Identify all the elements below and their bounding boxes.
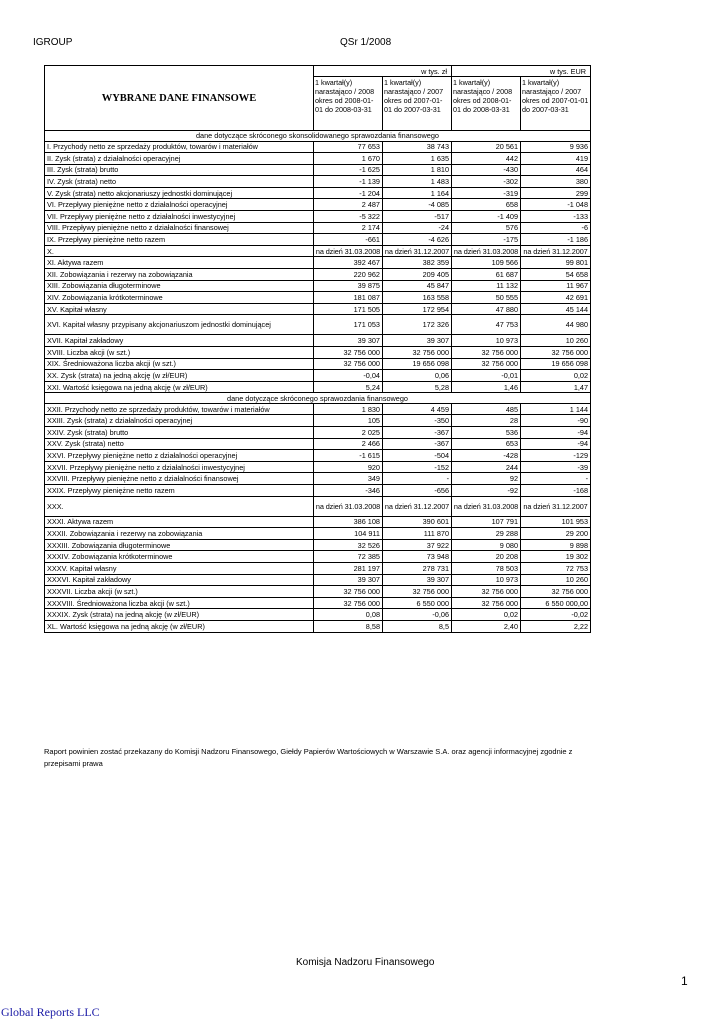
section-header-row xyxy=(45,131,591,142)
value-cell: 101 953 xyxy=(521,516,591,528)
table-row xyxy=(45,303,591,315)
footer-authority: Komisja Nadzoru Finansowego xyxy=(296,957,435,968)
table-row xyxy=(45,187,591,199)
row-label: XXXVIII. Średnioważona liczba akcji (w szt.) xyxy=(45,597,314,609)
value-cell: 32 756 000 xyxy=(452,358,521,370)
value-cell: -4 626 xyxy=(383,234,452,246)
brand-footer: Global Reports LLC xyxy=(1,1005,100,1019)
value-cell: 0,06 xyxy=(383,370,452,382)
row-label: XXVI. Przepływy pieniężne netto z działalności operacyjnej xyxy=(45,450,314,462)
consolidated-section-title: dane dotyczące skróconego skonsolidowanego sprawozdania finansowego xyxy=(45,131,591,142)
value-cell: -5 322 xyxy=(314,211,383,223)
value-cell: -350 xyxy=(383,415,452,427)
value-cell: 32 756 000 xyxy=(521,586,591,598)
row-label: XVII. Kapitał zakładowy xyxy=(45,335,314,347)
value-cell: 1 483 xyxy=(383,176,452,188)
value-cell: 107 791 xyxy=(452,516,521,528)
value-cell: 1 670 xyxy=(314,153,383,165)
value-cell: 32 756 000 xyxy=(521,347,591,359)
row-label: XXXVI. Kapitał zakładowy xyxy=(45,574,314,586)
standalone-section-title: dane dotyczące skróconego sprawozdania finansowego xyxy=(45,393,591,404)
unit-pln: w tys. zł xyxy=(314,66,452,77)
value-cell: -39 xyxy=(521,461,591,473)
row-label: VII. Przepływy pieniężne netto z działalności inwestycyjnej xyxy=(45,211,314,223)
row-label: II. Zysk (strata) z działalności operacyjnej xyxy=(45,153,314,165)
date-cell: na dzień 31.12.2007 xyxy=(383,245,452,257)
col-header-pln-2008: 1 kwartał(y) narastająco / 2008 okres od 2008-01-01 do 2008-03-31 xyxy=(314,77,383,131)
row-label: XXXVII. Liczba akcji (w szt.) xyxy=(45,586,314,598)
table-row xyxy=(45,403,591,415)
table-row xyxy=(45,257,591,269)
col-header-eur-2008: 1 kwartał(y) narastająco / 2008 okres od 2008-01-01 do 2008-03-31 xyxy=(452,77,521,131)
table-row xyxy=(45,461,591,473)
value-cell: -168 xyxy=(521,485,591,497)
value-cell: 419 xyxy=(521,153,591,165)
value-cell: 92 xyxy=(452,473,521,485)
value-cell: -661 xyxy=(314,234,383,246)
value-cell: 104 911 xyxy=(314,528,383,540)
value-cell: 10 260 xyxy=(521,335,591,347)
date-cell: na dzień 31.12.2007 xyxy=(521,245,591,257)
date-cell: na dzień 31.03.2008 xyxy=(452,496,521,516)
table-row xyxy=(45,381,591,393)
value-cell: 32 526 xyxy=(314,539,383,551)
value-cell: 99 801 xyxy=(521,257,591,269)
table-row xyxy=(45,153,591,165)
row-label: XVI. Kapitał własny przypisany akcjonariuszom jednostki dominującej xyxy=(45,315,314,335)
value-cell: 349 xyxy=(314,473,383,485)
submission-note: Raport powinien zostać przekazany do Komisji Nadzoru Finansowego, Giełdy Papierów Wartościowych w Warszawie S.A. oraz agencji informacyjnej zgodnie z przepisami prawa xyxy=(44,747,573,768)
value-cell: 382 359 xyxy=(383,257,452,269)
value-cell: 32 756 000 xyxy=(452,347,521,359)
value-cell: 29 288 xyxy=(452,528,521,540)
table-row xyxy=(45,620,591,632)
value-cell: 171 505 xyxy=(314,303,383,315)
row-label: VI. Przepływy pieniężne netto z działalności operacyjnej xyxy=(45,199,314,211)
value-cell: 6 550 000,00 xyxy=(521,597,591,609)
value-cell: 278 731 xyxy=(383,563,452,575)
value-cell: -367 xyxy=(383,427,452,439)
value-cell: 11 132 xyxy=(452,280,521,292)
value-cell: 2,40 xyxy=(452,620,521,632)
value-cell: -319 xyxy=(452,187,521,199)
row-label: XXI. Wartość księgowa na jedną akcję (w zł/EUR) xyxy=(45,381,314,393)
value-cell: -0,02 xyxy=(521,609,591,621)
row-label: XXIV. Zysk (strata) brutto xyxy=(45,427,314,439)
value-cell: 209 405 xyxy=(383,269,452,281)
table-row xyxy=(45,427,591,439)
value-cell: 29 200 xyxy=(521,528,591,540)
value-cell: 8,5 xyxy=(383,620,452,632)
value-cell: 920 xyxy=(314,461,383,473)
value-cell: 32 756 000 xyxy=(314,597,383,609)
value-cell: -656 xyxy=(383,485,452,497)
value-cell: 1 810 xyxy=(383,164,452,176)
table-row xyxy=(45,347,591,359)
value-cell: 2 025 xyxy=(314,427,383,439)
value-cell: -1 204 xyxy=(314,187,383,199)
row-label: IX. Przepływy pieniężne netto razem xyxy=(45,234,314,246)
value-cell: -367 xyxy=(383,438,452,450)
table-row xyxy=(45,563,591,575)
value-cell: 39 875 xyxy=(314,280,383,292)
value-cell: - xyxy=(383,473,452,485)
table-row xyxy=(45,164,591,176)
financial-data-table xyxy=(44,65,591,633)
value-cell: 111 870 xyxy=(383,528,452,540)
value-cell: 1 164 xyxy=(383,187,452,199)
value-cell: 32 756 000 xyxy=(314,586,383,598)
value-cell: 0,02 xyxy=(452,609,521,621)
value-cell: 32 756 000 xyxy=(383,347,452,359)
date-cell: na dzień 31.12.2007 xyxy=(383,496,452,516)
table-row xyxy=(45,176,591,188)
row-label: XXIX. Przepływy pieniężne netto razem xyxy=(45,485,314,497)
value-cell: 37 922 xyxy=(383,539,452,551)
row-label: XXV. Zysk (strata) netto xyxy=(45,438,314,450)
row-label: I. Przychody netto ze sprzedaży produktów, towarów i materiałów xyxy=(45,141,314,153)
row-label: XXXIII. Zobowiązania długoterminowe xyxy=(45,539,314,551)
value-cell: 73 948 xyxy=(383,551,452,563)
row-label: XVIII. Liczba akcji (w szt.) xyxy=(45,347,314,359)
value-cell: 2 487 xyxy=(314,199,383,211)
value-cell: 39 307 xyxy=(383,574,452,586)
col-header-pln-2007: 1 kwartał(y) narastająco / 2007 okres od 2007-01-01 do 2007-03-31 xyxy=(383,77,452,131)
row-label: XIII. Zobowiązania długoterminowe xyxy=(45,280,314,292)
table-row xyxy=(45,234,591,246)
row-label: XII. Zobowiązania i rezerwy na zobowiązania xyxy=(45,269,314,281)
value-cell: -1 625 xyxy=(314,164,383,176)
row-label: III. Zysk (strata) brutto xyxy=(45,164,314,176)
row-label: XXXV. Kapitał własny xyxy=(45,563,314,575)
value-cell: -346 xyxy=(314,485,383,497)
table-row xyxy=(45,473,591,485)
value-cell: 536 xyxy=(452,427,521,439)
value-cell: 32 756 000 xyxy=(452,597,521,609)
value-cell: 44 980 xyxy=(521,315,591,335)
table-row xyxy=(45,485,591,497)
value-cell: 19 302 xyxy=(521,551,591,563)
value-cell: 20 561 xyxy=(452,141,521,153)
value-cell: 72 753 xyxy=(521,563,591,575)
table-row xyxy=(45,315,591,335)
value-cell: -175 xyxy=(452,234,521,246)
value-cell: 9 936 xyxy=(521,141,591,153)
value-cell: 72 385 xyxy=(314,551,383,563)
value-cell: 0,08 xyxy=(314,609,383,621)
value-cell: - xyxy=(521,473,591,485)
value-cell: 6 550 000 xyxy=(383,597,452,609)
value-cell: 1 830 xyxy=(314,403,383,415)
value-cell: 0,02 xyxy=(521,370,591,382)
value-cell: 77 653 xyxy=(314,141,383,153)
value-cell: 45 144 xyxy=(521,303,591,315)
value-cell: -92 xyxy=(452,485,521,497)
value-cell: 658 xyxy=(452,199,521,211)
row-label: XXVII. Przepływy pieniężne netto z działalności inwestycyjnej xyxy=(45,461,314,473)
row-label: XXII. Przychody netto ze sprzedaży produktów, towarów i materiałów xyxy=(45,403,314,415)
value-cell: 5,24 xyxy=(314,381,383,393)
value-cell: 10 260 xyxy=(521,574,591,586)
date-cell: na dzień 31.12.2007 xyxy=(521,496,591,516)
row-label: XXXI. Aktywa razem xyxy=(45,516,314,528)
value-cell: 47 880 xyxy=(452,303,521,315)
value-cell: -94 xyxy=(521,438,591,450)
unit-eur: w tys. EUR xyxy=(452,66,591,77)
value-cell: -6 xyxy=(521,222,591,234)
table-row xyxy=(45,292,591,304)
value-cell: -430 xyxy=(452,164,521,176)
value-cell: 105 xyxy=(314,415,383,427)
value-cell: 172 326 xyxy=(383,315,452,335)
table-row xyxy=(45,280,591,292)
value-cell: 390 601 xyxy=(383,516,452,528)
value-cell: -1 409 xyxy=(452,211,521,223)
table-row xyxy=(45,199,591,211)
value-cell: 2 174 xyxy=(314,222,383,234)
value-cell: 61 687 xyxy=(452,269,521,281)
value-cell: 42 691 xyxy=(521,292,591,304)
value-cell: 485 xyxy=(452,403,521,415)
value-cell: 442 xyxy=(452,153,521,165)
value-cell: 78 503 xyxy=(452,563,521,575)
value-cell: 1 144 xyxy=(521,403,591,415)
row-label: V. Zysk (strata) netto akcjonariuszy jednostki dominującej xyxy=(45,187,314,199)
date-cell: na dzień 31.03.2008 xyxy=(452,245,521,257)
value-cell: -129 xyxy=(521,450,591,462)
value-cell: 392 467 xyxy=(314,257,383,269)
table-row xyxy=(45,335,591,347)
value-cell: 54 658 xyxy=(521,269,591,281)
table-row xyxy=(45,574,591,586)
value-cell: 1,46 xyxy=(452,381,521,393)
value-cell: 28 xyxy=(452,415,521,427)
value-cell: 2 466 xyxy=(314,438,383,450)
row-label: XV. Kapitał własny xyxy=(45,303,314,315)
table-row xyxy=(45,370,591,382)
value-cell: 32 756 000 xyxy=(383,586,452,598)
table-row xyxy=(45,211,591,223)
value-cell: 20 208 xyxy=(452,551,521,563)
value-cell: 281 197 xyxy=(314,563,383,575)
table-row xyxy=(45,528,591,540)
value-cell: -1 048 xyxy=(521,199,591,211)
value-cell: -1 186 xyxy=(521,234,591,246)
value-cell: -0,06 xyxy=(383,609,452,621)
value-cell: 39 307 xyxy=(314,335,383,347)
value-cell: 244 xyxy=(452,461,521,473)
value-cell: 2,22 xyxy=(521,620,591,632)
table-row xyxy=(45,358,591,370)
value-cell: 181 087 xyxy=(314,292,383,304)
report-code: QSr 1/2008 xyxy=(340,37,392,48)
value-cell: -4 085 xyxy=(383,199,452,211)
value-cell: 299 xyxy=(521,187,591,199)
value-cell: -517 xyxy=(383,211,452,223)
value-cell: 50 555 xyxy=(452,292,521,304)
table-row xyxy=(45,269,591,281)
value-cell: 11 967 xyxy=(521,280,591,292)
table-row xyxy=(45,539,591,551)
value-cell: 9 898 xyxy=(521,539,591,551)
value-cell: 220 962 xyxy=(314,269,383,281)
value-cell: 386 108 xyxy=(314,516,383,528)
value-cell: 5,28 xyxy=(383,381,452,393)
table-row xyxy=(45,551,591,563)
value-cell: -504 xyxy=(383,450,452,462)
date-cell: na dzień 31.03.2008 xyxy=(314,496,383,516)
row-label: XX. Zysk (strata) na jedną akcję (w zł/EUR) xyxy=(45,370,314,382)
value-cell: 39 307 xyxy=(314,574,383,586)
table-title: WYBRANE DANE FINANSOWE xyxy=(45,66,314,131)
row-label: XXIII. Zysk (strata) z działalności operacyjnej xyxy=(45,415,314,427)
value-cell: 109 566 xyxy=(452,257,521,269)
value-cell: 8,58 xyxy=(314,620,383,632)
row-label: XXX. xyxy=(45,496,314,516)
value-cell: 9 080 xyxy=(452,539,521,551)
value-cell: -24 xyxy=(383,222,452,234)
row-label: XXXIX. Zysk (strata) na jedną akcję (w zł/EUR) xyxy=(45,609,314,621)
value-cell: 1,47 xyxy=(521,381,591,393)
row-label: XI. Aktywa razem xyxy=(45,257,314,269)
value-cell: 32 756 000 xyxy=(314,347,383,359)
value-cell: 32 756 000 xyxy=(452,586,521,598)
value-cell: -90 xyxy=(521,415,591,427)
value-cell: -302 xyxy=(452,176,521,188)
value-cell: 171 053 xyxy=(314,315,383,335)
table-row xyxy=(45,245,591,257)
value-cell: 163 558 xyxy=(383,292,452,304)
value-cell: 19 656 098 xyxy=(521,358,591,370)
value-cell: 38 743 xyxy=(383,141,452,153)
row-label: IV. Zysk (strata) netto xyxy=(45,176,314,188)
table-row xyxy=(45,516,591,528)
value-cell: 1 635 xyxy=(383,153,452,165)
value-cell: 39 307 xyxy=(383,335,452,347)
value-cell: -152 xyxy=(383,461,452,473)
value-cell: -0,04 xyxy=(314,370,383,382)
value-cell: -94 xyxy=(521,427,591,439)
table-row xyxy=(45,586,591,598)
row-label: X. xyxy=(45,245,314,257)
table-row xyxy=(45,438,591,450)
value-cell: 45 847 xyxy=(383,280,452,292)
company-name: IGROUP xyxy=(33,37,73,48)
value-cell: 32 756 000 xyxy=(314,358,383,370)
table-row xyxy=(45,496,591,516)
row-label: VIII. Przepływy pieniężne netto z działalności finansowej xyxy=(45,222,314,234)
table-row xyxy=(45,141,591,153)
value-cell: 10 973 xyxy=(452,335,521,347)
value-cell: -1 615 xyxy=(314,450,383,462)
table-row xyxy=(45,609,591,621)
table-row xyxy=(45,415,591,427)
col-header-eur-2007: 1 kwartał(y) narastająco / 2007 okres od 2007-01-01 do 2007-03-31 xyxy=(521,77,591,131)
row-label: XXXIV. Zobowiązania krótkoterminowe xyxy=(45,551,314,563)
value-cell: -428 xyxy=(452,450,521,462)
value-cell: -133 xyxy=(521,211,591,223)
table-row xyxy=(45,597,591,609)
value-cell: 464 xyxy=(521,164,591,176)
table-row xyxy=(45,222,591,234)
unit-row xyxy=(45,66,591,77)
value-cell: 10 973 xyxy=(452,574,521,586)
row-label: XL. Wartość księgowa na jedną akcję (w zł/EUR) xyxy=(45,620,314,632)
value-cell: -0,01 xyxy=(452,370,521,382)
row-label: XXVIII. Przepływy pieniężne netto z działalności finansowej xyxy=(45,473,314,485)
table-row xyxy=(45,450,591,462)
value-cell: 172 954 xyxy=(383,303,452,315)
value-cell: -1 139 xyxy=(314,176,383,188)
value-cell: 380 xyxy=(521,176,591,188)
value-cell: 19 656 098 xyxy=(383,358,452,370)
date-cell: na dzień 31.03.2008 xyxy=(314,245,383,257)
row-label: XXXII. Zobowiązania i rezerwy na zobowiązania xyxy=(45,528,314,540)
value-cell: 47 753 xyxy=(452,315,521,335)
page-number: 1 xyxy=(681,974,688,988)
row-label: XIV. Zobowiązania krótkoterminowe xyxy=(45,292,314,304)
row-label: XIX. Średnioważona liczba akcji (w szt.) xyxy=(45,358,314,370)
value-cell: 4 459 xyxy=(383,403,452,415)
section-header-row xyxy=(45,393,591,404)
value-cell: 576 xyxy=(452,222,521,234)
value-cell: 653 xyxy=(452,438,521,450)
